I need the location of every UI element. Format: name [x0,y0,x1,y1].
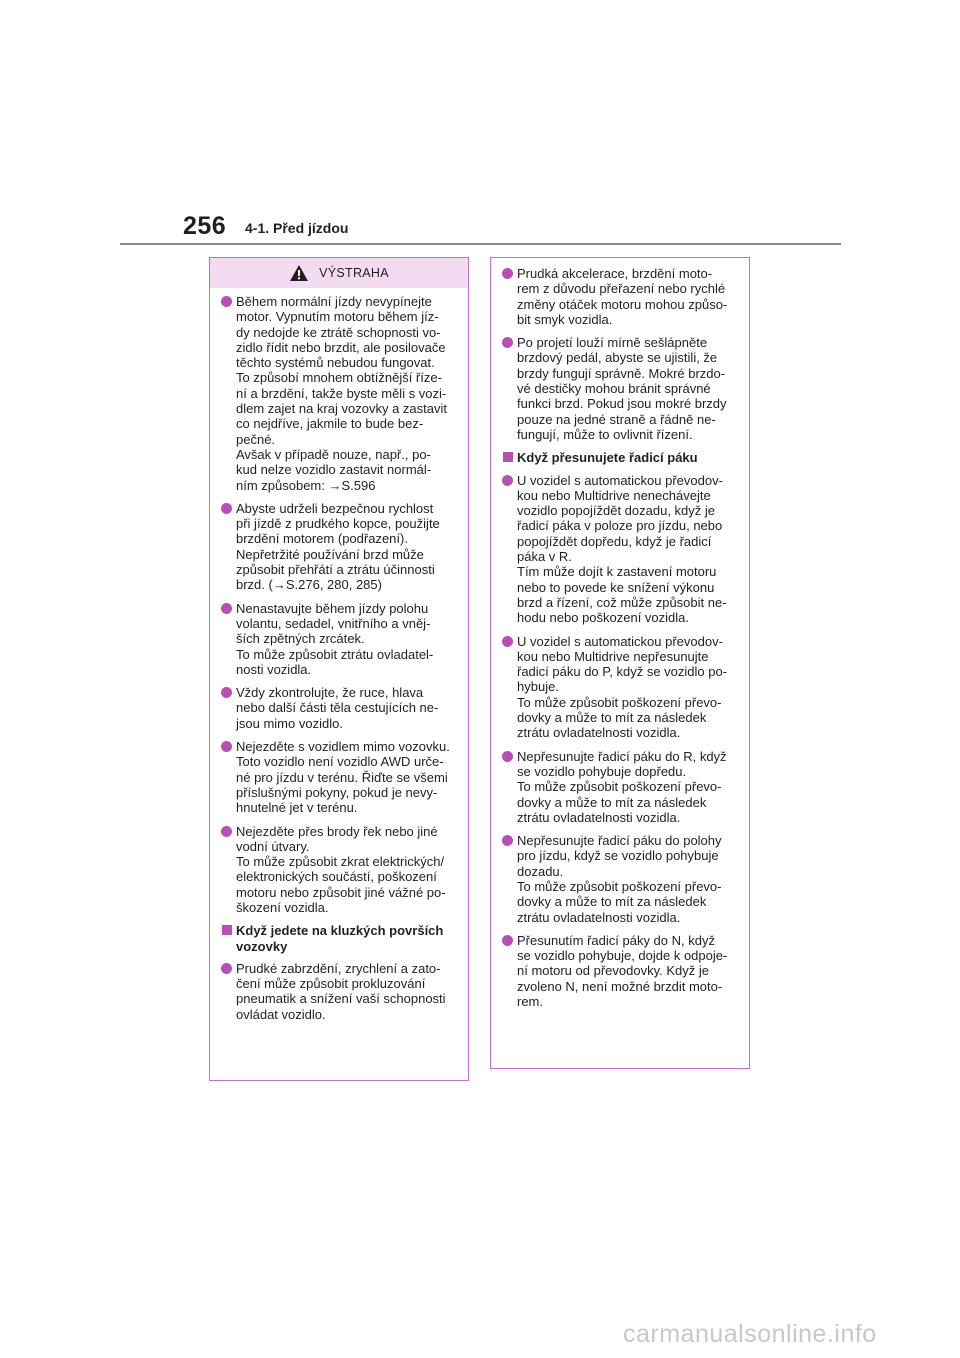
text-line: motoru nebo způsobit jiné vážné po- [236,884,446,900]
text-line: funkci brzd. Pokud jsou mokré brzdy [517,396,727,412]
text-line: hnutelné jet v terénu. [236,800,358,816]
text-line: Prudké zabrzdění, zrychlení a zato- [236,960,441,976]
text-line: To může způsobit poškození převo- [517,878,722,894]
text-line: se vozidlo pohybuje, dojde k odpoje- [517,948,728,964]
text-line: kou nebo Multidrive nenechávejte [517,487,711,503]
text-line: ní a brzdění, takže byste měli s vozi- [236,385,447,401]
text-line: vé destičky mohou bránit správné [517,381,711,397]
warning-item [501,634,739,741]
warning-item [501,933,739,1009]
warning-item [501,749,739,825]
text-line: dozadu. [517,863,564,879]
text-line: To může způsobit zkrat elektrických/ [236,854,445,870]
warning-box-left [209,257,469,1081]
page-number: 256 [183,212,227,240]
text-line: Abyste udrželi bezpečnou rychlost [236,500,434,516]
text-line: To může způsobit ztrátu ovladatel- [236,646,434,662]
text-line: jsou mimo vozidlo. [236,715,343,731]
round-bullet-icon [221,296,232,307]
round-bullet-icon [221,826,232,837]
round-bullet-icon [502,337,513,348]
text-line: změny otáček motoru mohou způso- [517,296,728,312]
round-bullet-icon [502,636,513,647]
text-line: zvoleno N, není možné brzdit moto- [517,978,723,994]
header-divider [120,243,841,245]
square-bullet-icon [503,452,513,462]
text-line: nebo další části těla cestujících ne- [236,700,439,716]
text-line: U vozidel s automatickou převodov- [517,472,723,488]
text-line: zidlo řídit nebo brzdit, ale posilovače [236,339,446,355]
text-line: co nejdříve, jakmile to bude bez- [236,416,424,432]
text-line: Avšak v případě nouze, např., po- [236,446,431,462]
text-line: rem. [517,994,543,1010]
text-line: Toto vozidlo není vozidlo AWD urče- [236,754,444,770]
warning-box-right [490,257,750,1069]
text-line: se vozidlo pohybuje dopředu. [517,763,687,779]
text-line: hodu nebo poškození vozidla. [517,610,690,626]
watermark-logo: carmanualsonline.info [623,1320,877,1348]
text-line: elektronických součástí, poškození [236,869,437,885]
text-line: dovky a může to mít za následek [517,710,707,726]
text-line: řadicí páka v poloze pro jízdu, nebo [517,518,723,534]
text-line: pro jízdu, když se vozidlo pohybuje [517,848,719,864]
text-line: ších zpětných zrcátek. [236,631,365,647]
warning-item [220,824,458,916]
text-line: vozovky [236,938,288,954]
text-line: kou nebo Multidrive nepřesunujte [517,648,709,664]
round-bullet-icon [502,268,513,279]
text-line: U vozidel s automatickou převodov- [517,633,723,649]
text-line: Nejezděte přes brody řek nebo jiné [236,823,438,839]
text-line: Nepřesunujte řadicí páku do R, když [517,748,727,764]
text-line: při jízdě z prudkého kopce, použijte [236,516,440,532]
text-line: čení může způsobit prokluzování [236,976,426,992]
text-line: Tím může dojít k zastavení motoru [517,564,717,580]
text-line: ztrátu ovladatelnosti vozidla. [517,909,681,925]
text-line: rem z důvodu přeřazení nebo rychlé [517,281,726,297]
text-line: řadicí páku do P, když se vozidlo po- [517,664,728,680]
text-line: nosti vozidla. [236,661,312,677]
text-line: popojíždět dopředu, když je řadicí [517,533,712,549]
text-line: vozidlo popojíždět dozadu, když je [517,503,716,519]
text-line: pouze na jedné straně a řádně ne- [517,411,716,427]
text-line: Po projetí louží mírně sešlápněte [517,335,708,351]
text-line: To může způsobit poškození převo- [517,779,722,795]
round-bullet-icon [502,835,513,846]
text-line: ním způsobem: →S.596 [236,477,376,493]
warning-item [220,961,458,1022]
text-line: Vždy zkontrolujte, že ruce, hlava [236,685,424,701]
warning-item [220,601,458,677]
round-bullet-icon [502,935,513,946]
text-line: fungují, může to ovlivnit řízení. [517,426,693,442]
warning-item [501,266,739,327]
text-line: pečné. [236,431,276,447]
section-title: 4-1. Před jízdou [245,220,349,236]
warning-triangle-icon [289,264,309,282]
text-line: Nejezděte s vozidlem mimo vozovku. [236,739,450,755]
text-line: hybuje. [517,679,559,695]
round-bullet-icon [221,963,232,974]
text-line: Když přesunujete řadicí páku [517,450,698,466]
square-bullet-icon [222,925,232,935]
text-line: bit smyk vozidla. [517,311,613,327]
text-line: Prudká akcelerace, brzdění moto- [517,266,713,281]
section-subheading [220,923,458,954]
text-line: brzdění motorem (podřazení). [236,531,408,547]
warning-item [220,685,458,731]
text-line: dovky a může to mít za následek [517,794,707,810]
section-subheading [501,450,739,465]
text-line: motor. Vypnutím motoru během jíz- [236,309,439,325]
round-bullet-icon [221,687,232,698]
text-line: né pro jízdu v terénu. Řiďte se všemi [236,769,448,785]
text-line: dlem zajet na kraj vozovky a zastavit [236,401,447,417]
text-line: Nepřesunujte řadicí páku do polohy [517,833,722,849]
text-line: škození vozidla. [236,899,329,915]
warning-item [501,473,739,626]
round-bullet-icon [502,751,513,762]
text-line: Během normální jízdy nevypínejte [236,294,432,309]
text-line: dovky a může to mít za následek [517,894,707,910]
text-line: brzd a řízení, což může způsobit ne- [517,594,727,610]
round-bullet-icon [221,503,232,514]
text-line: Když jedete na kluzkých površích [236,923,444,939]
text-line: dy nedojde ke ztrátě schopnosti vo- [236,324,441,340]
warning-title: VÝSTRAHA [319,266,389,280]
text-line: způsobit přehřátí a ztrátu účinnosti [236,562,435,578]
text-line: pneumatik a snížení vaší schopnosti [236,991,446,1007]
text-line: To způsobí mnohem obtížnější říze- [236,370,442,386]
text-line: brzdový pedál, abyste se ujistili, že [517,350,718,366]
text-line: ztrátu ovladatelnosti vozidla. [517,725,681,741]
warning-item [220,501,458,593]
text-line: Nenastavujte během jízdy polohu [236,600,429,616]
text-line: nebo to povede ke snížení výkonu [517,579,715,595]
text-line: příslušnými pokyny, pokud je nevy- [236,784,438,800]
warning-header [210,258,468,288]
text-line: ovládat vozidlo. [236,1006,326,1022]
warning-item [501,335,739,442]
text-line: To může způsobit poškození převo- [517,694,722,710]
warning-list-right [501,266,739,1009]
warning-list-left [220,294,458,1022]
text-line: kud nelze vozidlo zastavit normál- [236,462,432,478]
round-bullet-icon [221,603,232,614]
text-line: ní motoru od převodovky. Když je [517,963,709,979]
warning-item [220,739,458,815]
warning-item [220,294,458,493]
text-line: ztrátu ovladatelnosti vozidla. [517,809,681,825]
text-line: volantu, sedadel, vnitřního a vněj- [236,615,431,631]
text-line: brzd. (→S.276, 280, 285) [236,577,382,593]
round-bullet-icon [502,475,513,486]
text-line: páka v R. [517,549,572,565]
round-bullet-icon [221,741,232,752]
text-line: brzdy fungují správně. Mokré brzdo- [517,365,726,381]
text-line: vodní útvary. [236,838,310,854]
text-line: Přesunutím řadicí páky do N, když [517,932,715,948]
text-line: těchto systémů nebudou fungovat. [236,355,435,371]
warning-item [501,833,739,925]
text-line: Nepřetržité používání brzd může [236,546,424,562]
